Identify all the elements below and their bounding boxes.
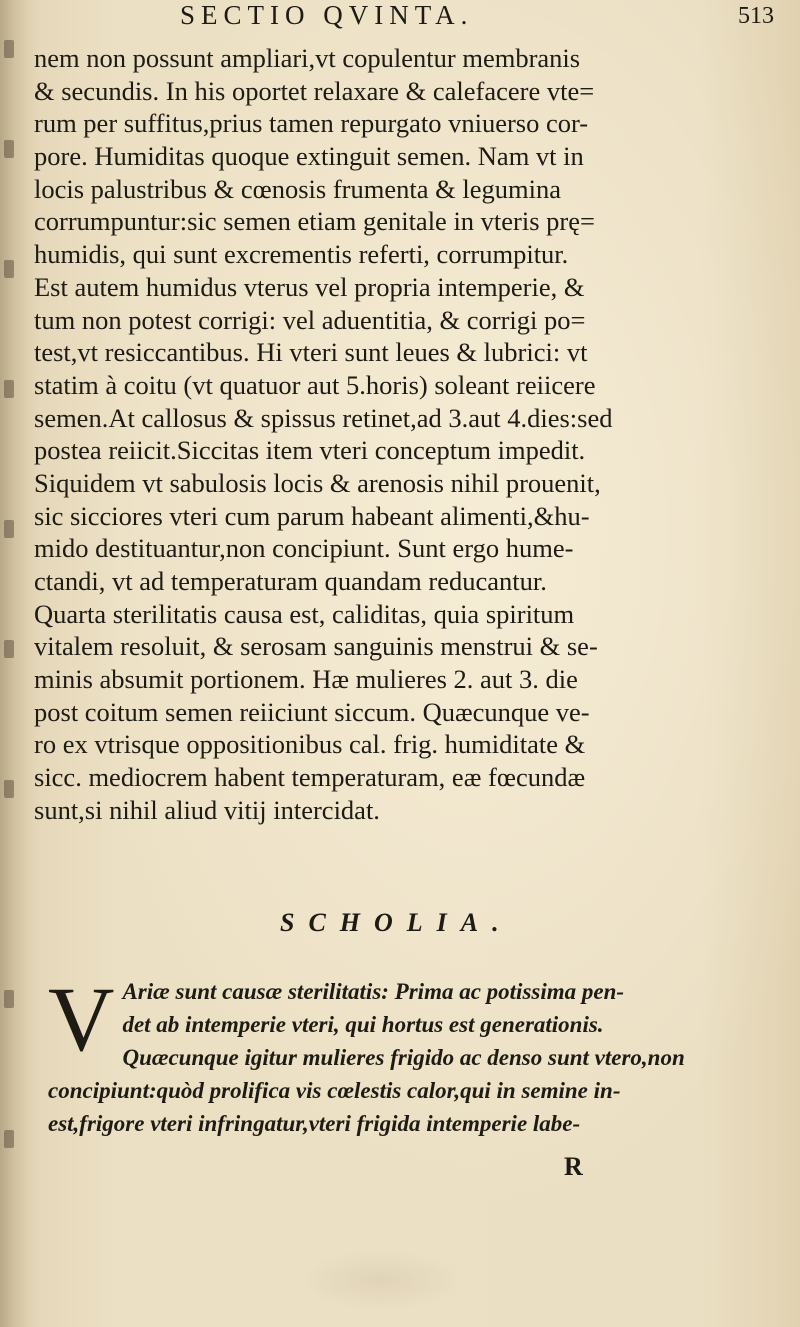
- commentary-line: est,frigore vteri infringatur,vteri frigida intemperie labe-: [48, 1111, 581, 1136]
- gutter-mark: [4, 140, 14, 158]
- commentary-line: Ariæ sunt causæ sterilitatis: Prima ac potissima pen-: [122, 979, 625, 1004]
- text-line: Quarta sterilitatis causa est, caliditas, quia spiritum: [34, 598, 575, 629]
- text-line: & secundis. In his oportet relaxare & calefacere vte=: [34, 75, 595, 106]
- text-line: sic sicciores vteri cum parum habeant alimenti,&hu-: [34, 500, 590, 531]
- main-text: [34, 42, 724, 827]
- gutter-mark: [4, 380, 14, 398]
- text-line: sunt,si nihil aliud vitij intercidat.: [34, 794, 380, 825]
- text-line: statim à coitu (vt quatuor aut 5.horis) soleant reiicere: [34, 369, 596, 400]
- commentary-line: det ab intemperie vteri, qui hortus est generationis.: [122, 1012, 604, 1037]
- scholia-heading: SCHOLIA.: [280, 908, 513, 937]
- text-line: pore. Humiditas quoque extinguit semen. Nam vt in: [34, 141, 584, 172]
- text-line: mido destituantur,non concipiunt. Sunt ergo hume-: [34, 533, 574, 564]
- text-line: Siquidem vt sabulosis locis & arenosis nihil prouenit,: [34, 467, 601, 498]
- commentary-line: Quæcunque igitur mulieres frigido ac denso sunt vtero,non: [122, 1045, 685, 1070]
- commentary-block: [48, 968, 748, 1140]
- text-line: vitalem resoluit, & serosam sanguinis menstrui & se-: [34, 631, 598, 662]
- catchword: R: [564, 1152, 583, 1181]
- text-line: corrumpuntur:sic semen etiam genitale in vteris prę=: [34, 206, 595, 237]
- gutter-mark: [4, 990, 14, 1008]
- gutter-mark: [4, 260, 14, 278]
- text-line: Est autem humidus vterus vel propria intemperie, &: [34, 271, 585, 302]
- text-line: rum per suffitus,prius tamen repurgato vniuerso cor-: [34, 108, 589, 139]
- gutter-mark: [4, 1130, 14, 1148]
- text-line: ctandi, vt ad temperaturam quandam reducantur.: [34, 566, 547, 596]
- gutter-mark: [4, 780, 14, 798]
- text-line: semen.At callosus & spissus retinet,ad 3.aut 4.dies:sed: [34, 402, 613, 433]
- text-line: ro ex vtrisque oppositionibus cal. frig. humiditate &: [34, 729, 586, 760]
- drop-cap: V: [48, 968, 115, 1070]
- running-head: SECTIO QVINTA.: [180, 0, 474, 30]
- gutter-mark: [4, 40, 14, 58]
- text-line: sicc. mediocrem habent temperaturam, eæ fœcundæ: [34, 762, 586, 793]
- text-line: minis absumit portionem. Hæ mulieres 2. aut 3. die: [34, 664, 578, 695]
- page-gutter: [0, 0, 26, 1327]
- text-line: humidis, qui sunt excrementis referti, corrumpitur.: [34, 239, 569, 270]
- paper-stain: [300, 1250, 460, 1310]
- page-number: 513: [738, 3, 774, 29]
- text-line: nem non possunt ampliari,vt copulentur membranis: [34, 43, 581, 73]
- gutter-mark: [4, 520, 14, 538]
- text-line: locis palustribus & cœnosis frumenta & legumina: [34, 173, 561, 204]
- text-line: tum non potest corrigi: vel aduentitia, & corrigi po=: [34, 304, 586, 335]
- commentary-line: concipiunt:quòd prolifica vis cœlestis calor,qui in semine in-: [48, 1078, 621, 1103]
- text-line: test,vt resiccantibus. Hi vteri sunt leues & lubrici: vt: [34, 337, 588, 368]
- text-line: post coitum semen reiiciunt siccum. Quæcunque ve-: [34, 696, 590, 727]
- gutter-mark: [4, 640, 14, 658]
- text-line: postea reiicit.Siccitas item vteri conceptum impedit.: [34, 435, 586, 466]
